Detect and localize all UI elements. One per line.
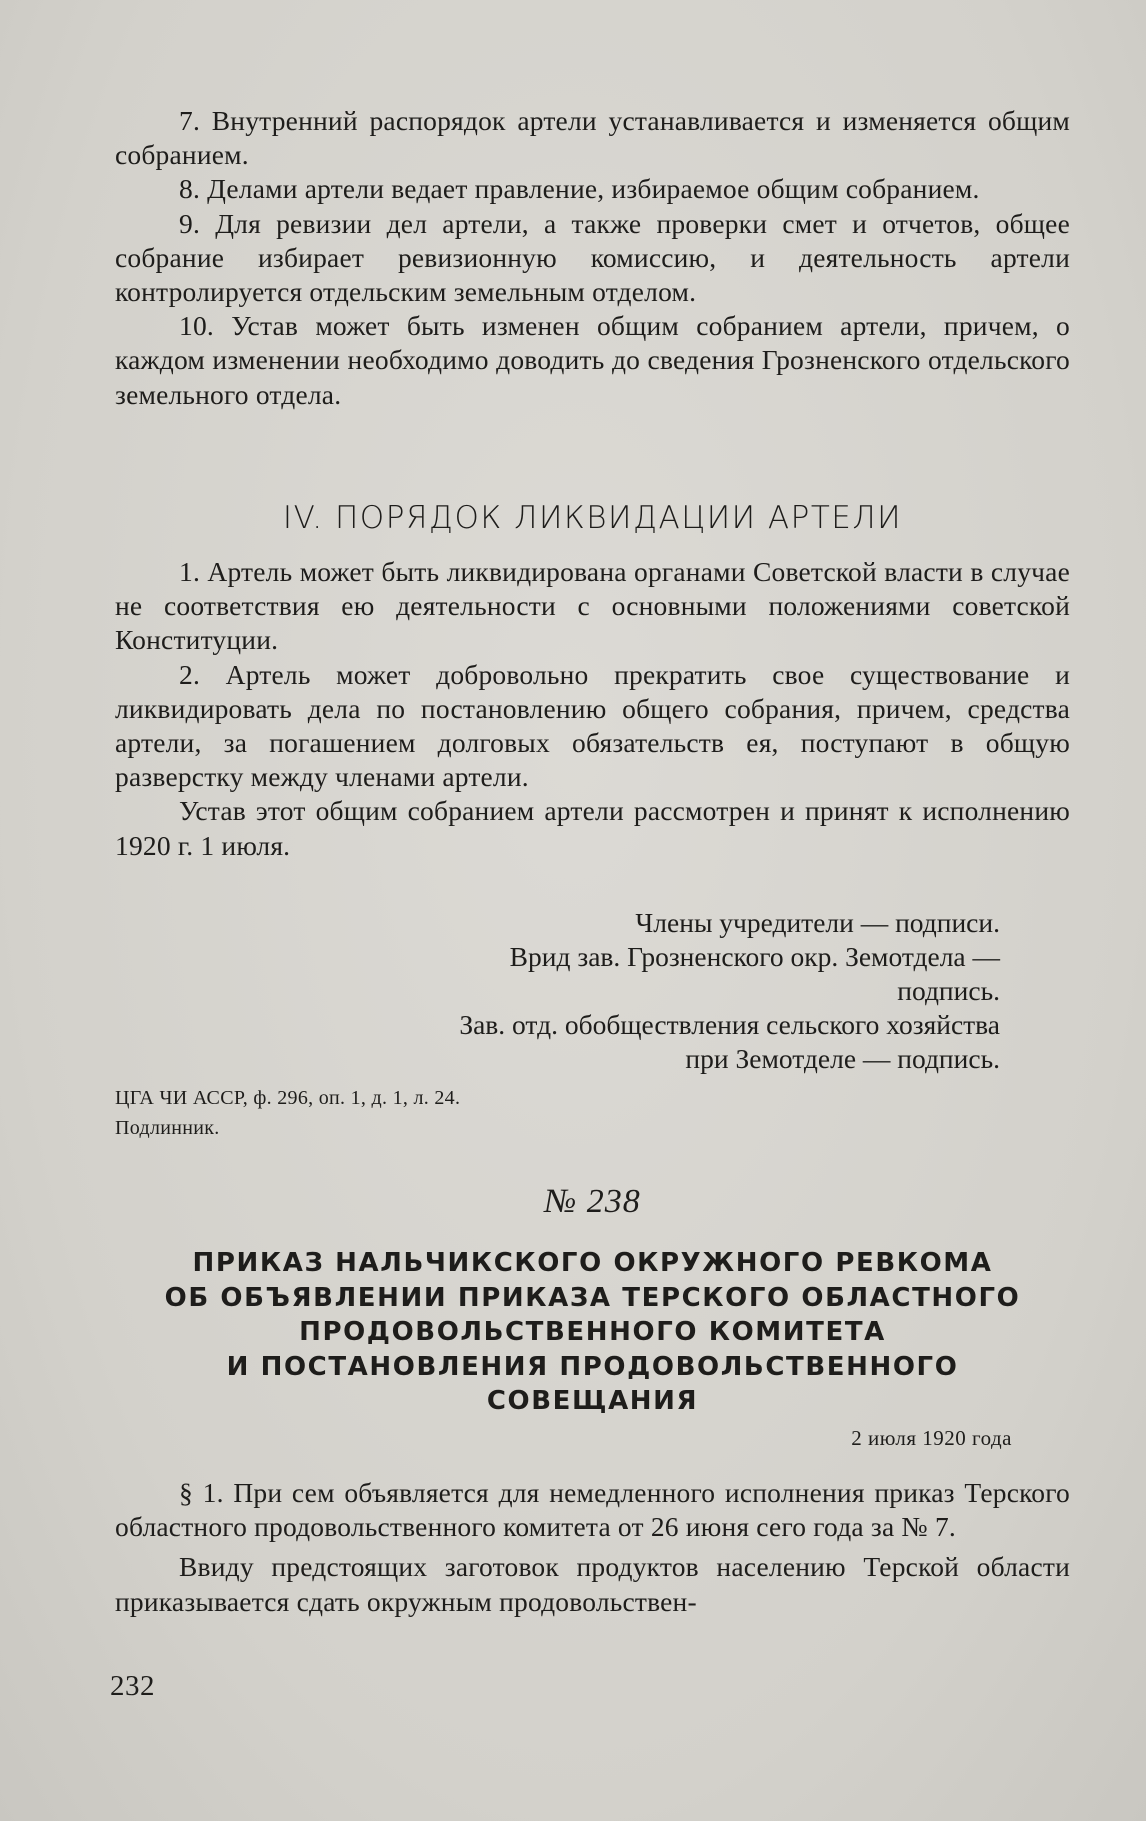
- section-heading: IV. ПОРЯДОК ЛИКВИДАЦИИ АРТЕЛИ: [282, 500, 903, 536]
- document-number: № 238: [544, 1183, 641, 1220]
- order-body: [115, 1476, 1070, 1619]
- charter-clauses-top: [115, 104, 1070, 412]
- document-title: [115, 1246, 1070, 1419]
- page-number: 232: [110, 1670, 155, 1702]
- liquidation-clause-2: 2. Артель может добровольно прекратить свое существование и ликвидировать дела по постановлению общего собрания, причем, средства артели, за погашением долговых обязательств ея, поступают в общую разверстку между членами артели.: [115, 658, 1070, 793]
- archive-reference: ЦГА ЧИ АССР, ф. 296, оп. 1, д. 1, л. 24.: [115, 1087, 461, 1109]
- title-line: ОБ ОБЪЯВЛЕНИИ ПРИКАЗА ТЕРСКОГО ОБЛАСТНОГО: [164, 1282, 1021, 1313]
- title-line: И ПОСТАНОВЛЕНИЯ ПРОДОВОЛЬСТВЕННОГО: [226, 1351, 959, 1382]
- clause-9: 9. Для ревизии дел артели, а также проверки смет и отчетов, общее собрание избирает ревизионную комиссию, и деятельность артели контролируется отдельским земельным отделом.: [115, 207, 1070, 308]
- clause-8: 8. Делами артели ведает правление, избираемое общим собранием.: [179, 173, 980, 205]
- title-line: СОВЕЩАНИЯ: [486, 1386, 699, 1416]
- signature-acting-head: Врид зав. Грозненского окр. Земотдела —: [509, 941, 1000, 972]
- charter-adoption: Устав этот общим собранием артели рассмотрен и принят к исполнению 1920 г. 1 июля.: [115, 795, 1070, 861]
- order-paragraph-1: § 1. При сем объявляется для немедленного исполнения приказ Терского областного продовольственного комитета от 26 июня сего года за № 7.: [115, 1477, 1070, 1543]
- title-line: ПРОДОВОЛЬСТВЕННОГО КОМИТЕТА: [299, 1317, 886, 1347]
- order-paragraph-2: Ввиду предстоящих заготовок продуктов населению Терской области приказывается сдать окружным продовольствен-: [115, 1551, 1070, 1617]
- signature-dept-head-sign: при Земотделе — подпись.: [685, 1043, 1000, 1074]
- title-line: ПРИКАЗ НАЛЬЧИКСКОГО ОКРУЖНОГО РЕВКОМА: [192, 1248, 993, 1278]
- clause-7: 7. Внутренний распорядок артели устанавливается и изменяется общим собранием.: [115, 105, 1070, 171]
- liquidation-clauses: [115, 555, 1070, 863]
- archive-note: Подлинник.: [115, 1117, 220, 1139]
- signature-founders: Члены учредители — подписи.: [635, 907, 1000, 938]
- signature-dept-head: Зав. отд. обобществления сельского хозяйства: [459, 1009, 1000, 1040]
- clause-10: 10. Устав может быть изменен общим собранием артели, причем, о каждом изменении необходимо доводить до сведения Грозненского отдельского земельного отдела.: [115, 310, 1070, 410]
- signature-acting-head-sign: подпись.: [897, 975, 1000, 1006]
- document-date: 2 июля 1920 года: [851, 1426, 1012, 1450]
- liquidation-clause-1: 1. Артель может быть ликвидирована органами Советской власти в случае не соответствия ею деятельности с основными положениями советской Конституции.: [115, 556, 1070, 656]
